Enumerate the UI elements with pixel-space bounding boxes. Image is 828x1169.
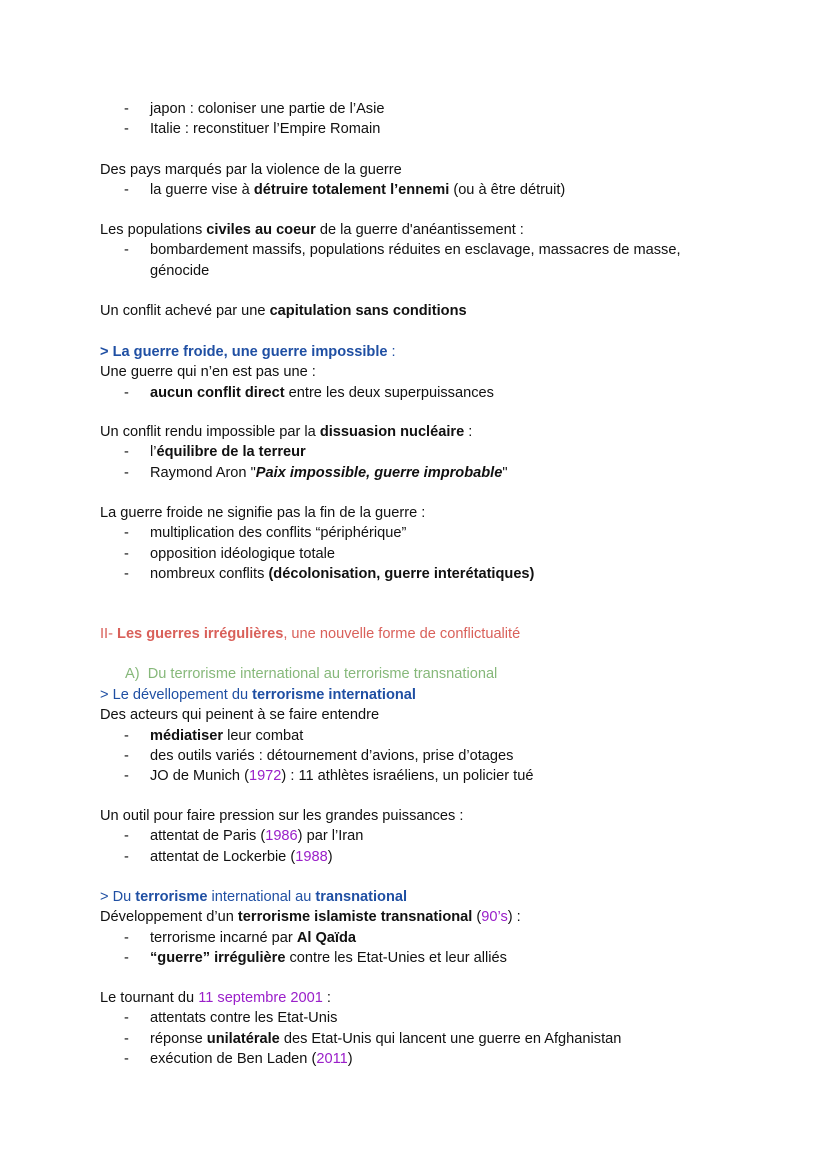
list-item: - des outils variés : détournement d’avions, prise d’otages: [100, 746, 768, 766]
objectives-list: [100, 99, 768, 140]
bullet-dash: -: [124, 101, 129, 117]
list-item: - multiplication des conflits “périphérique”: [100, 523, 768, 543]
paragraph-heading: La guerre froide ne signifie pas la fin de la guerre :: [100, 505, 426, 521]
list-item: - l’équilibre de la terreur: [100, 442, 768, 462]
section-title: > Du terrorisme international au transnational: [100, 889, 408, 905]
section-title: > Le dévellopement du terrorisme international: [100, 687, 416, 703]
subsection-a-heading: A) Du terrorisme international au terrorisme transnational: [125, 666, 498, 682]
bullet-dash: -: [124, 444, 129, 461]
paragraph-heading: Des pays marqués par la violence de la guerre: [100, 162, 402, 178]
list-item-continuation: génocide: [150, 262, 210, 279]
bullet-dash: -: [124, 1030, 129, 1047]
deterrence-section: [100, 422, 768, 483]
bullet-dash: -: [124, 545, 129, 562]
civilians-section: [100, 220, 768, 281]
paragraph-heading: Un outil pour faire pression sur les grandes puissances :: [100, 808, 464, 824]
list-item: - médiatiser leur combat: [100, 726, 768, 746]
transnational-section: [100, 887, 768, 968]
list-item: - Italie : reconstituer l’Empire Romain: [100, 119, 768, 139]
list-item: - la guerre vise à détruire totalement l’ennemi (ou à être détruit): [100, 180, 768, 200]
list-item: - attentat de Lockerbie (1988): [100, 847, 768, 867]
paragraph-heading: Le tournant du 11 septembre 2001 :: [100, 990, 331, 1006]
bullet-dash: -: [124, 949, 129, 966]
list-item: - JO de Munich (1972) : 11 athlètes israéliens, un policier tué: [100, 766, 768, 786]
paragraph-heading: Une guerre qui n’en est pas une :: [100, 364, 316, 381]
list-item: - “guerre” irrégulière contre les Etat-Unies et leur alliés: [100, 948, 768, 968]
bullet-dash: -: [124, 727, 129, 744]
list-item: - réponse unilatérale des Etat-Unis qui lancent une guerre en Afghanistan: [100, 1029, 768, 1049]
pressure-section: [100, 806, 768, 867]
bullet-dash: -: [124, 242, 129, 259]
bullet-dash: -: [124, 1010, 129, 1027]
bullet-dash: -: [124, 121, 129, 138]
paragraph-heading: Un conflit rendu impossible par la dissuasion nucléaire :: [100, 424, 473, 440]
list-item: - japon : coloniser une partie de l’Asie: [100, 99, 768, 119]
not-end-of-war-section: [100, 503, 768, 584]
bullet-dash: -: [124, 182, 129, 199]
bullet-dash: -: [124, 1050, 129, 1067]
bullet-dash: -: [124, 848, 129, 865]
paragraph-heading: Des acteurs qui peinent à se faire entendre: [100, 707, 380, 724]
bullet-dash: -: [124, 464, 129, 481]
bullet-dash: -: [124, 384, 129, 401]
list-item: - terrorisme incarné par Al Qaïda: [100, 928, 768, 948]
list-item: - attentat de Paris (1986) par l’Iran: [100, 826, 768, 846]
bullet-dash: -: [124, 929, 129, 946]
bullet-dash: -: [124, 747, 129, 764]
list-item: - nombreux conflits (décolonisation, guerre interétatiques): [100, 564, 768, 584]
list-item: - aucun conflit direct entre les deux superpuissances: [100, 383, 768, 403]
september-11-section: [100, 988, 768, 1069]
section-title: > La guerre froide, une guerre impossible :: [100, 344, 396, 360]
paragraph: Un conflit achevé par une capitulation sans conditions: [100, 303, 467, 319]
list-item: - exécution de Ben Laden (2011): [100, 1049, 768, 1069]
bullet-dash: -: [124, 525, 129, 542]
paragraph-heading: Les populations civiles au coeur de la guerre d'anéantissement :: [100, 222, 524, 238]
list-item: - bombardement massifs, populations réduites en esclavage, massacres de masse,: [100, 240, 768, 260]
cold-war-section: [100, 342, 768, 403]
list-item: - opposition idéologique totale: [100, 544, 768, 564]
capitulation-section: [100, 301, 768, 321]
intl-terrorism-section: [100, 685, 768, 786]
violence-section: [100, 160, 768, 201]
part-two-heading: II- Les guerres irrégulières, une nouvelle forme de conflictualité: [100, 626, 521, 642]
bullet-dash: -: [124, 828, 129, 845]
paragraph-heading: Développement d’un terrorisme islamiste transnational (90’s) :: [100, 909, 521, 926]
list-item: - Raymond Aron "Paix impossible, guerre improbable": [100, 463, 768, 483]
bullet-dash: -: [124, 565, 129, 582]
bullet-dash: -: [124, 768, 129, 785]
subsection-letter: A): [125, 666, 140, 682]
list-item: - attentats contre les Etat-Unis: [100, 1008, 768, 1028]
